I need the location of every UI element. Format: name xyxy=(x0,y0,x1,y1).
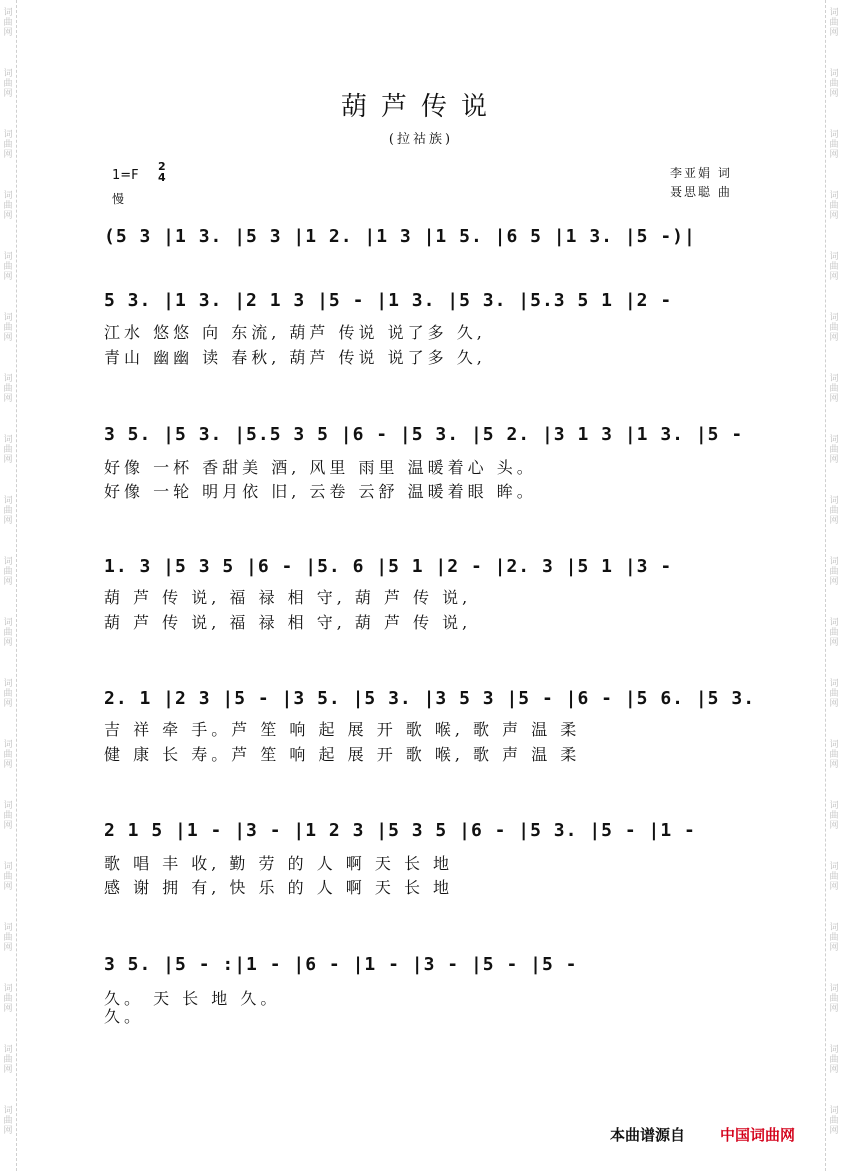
notation-line: 2 1 5 |1 - |3 - |1 2 3 |5 3 5 |6 - |5 3. |5 - |1 - xyxy=(104,820,696,841)
watermark-mark: 词 曲 网 xyxy=(3,984,13,1014)
lyric-line: 江水 悠悠 向 东流, 葫芦 传说 说了多 久, xyxy=(104,323,486,342)
lyric-line: 好像 一轮 明月依 旧, 云卷 云舒 温暖着眼 眸。 xyxy=(104,482,537,501)
notation-line: 3 5. |5 - :|1 - |6 - |1 - |3 - |5 - |5 - xyxy=(104,954,578,975)
watermark-mark: 词 曲 网 xyxy=(829,618,839,648)
lyric-line: 健 康 长 寿。芦 笙 响 起 展 开 歌 喉, 歌 声 温 柔 xyxy=(104,745,581,764)
watermark-mark: 词 曲 网 xyxy=(3,923,13,953)
notation-line: 3 5. |5 3. |5.5 3 5 |6 - |5 3. |5 2. |3 1 3 |1 3. |5 - xyxy=(104,424,744,445)
watermark-mark: 词 曲 网 xyxy=(829,252,839,282)
time-signature-bottom: 4 xyxy=(158,171,166,184)
watermark-mark: 词 曲 网 xyxy=(829,435,839,465)
watermark-mark: 词 曲 网 xyxy=(3,618,13,648)
watermark-mark: 词 曲 网 xyxy=(829,313,839,343)
watermark-mark: 词 曲 网 xyxy=(829,984,839,1014)
watermark-mark: 词 曲 网 xyxy=(3,557,13,587)
left-watermark-strip xyxy=(0,0,17,1171)
lyric-line: 葫 芦 传 说, 福 禄 相 守, 葫 芦 传 说, xyxy=(104,613,472,632)
lyric-line: 吉 祥 牵 手。芦 笙 响 起 展 开 歌 喉, 歌 声 温 柔 xyxy=(104,720,581,739)
source-label: 本曲谱源自 xyxy=(610,1126,686,1144)
watermark-mark: 词 曲 网 xyxy=(829,496,839,526)
lyric-line: 好像 一杯 香甜美 酒, 风里 雨里 温暖着心 头。 xyxy=(104,458,537,477)
watermark-mark: 词 曲 网 xyxy=(3,740,13,770)
song-title: 葫芦传说 xyxy=(340,92,501,122)
watermark-mark: 词 曲 网 xyxy=(829,191,839,221)
key-signature: 1=F xyxy=(112,168,139,183)
notation-line: 1. 3 |5 3 5 |6 - |5. 6 |5 1 |2 - |2. 3 |5 1 |3 - xyxy=(104,556,673,577)
notation-line: 2. 1 |2 3 |5 - |3 5. |5 3. |3 5 3 |5 - |6 - |5 6. |5 3. xyxy=(104,688,756,709)
lyric-line: 青山 幽幽 读 春秋, 葫芦 传说 说了多 久, xyxy=(104,348,486,367)
watermark-mark: 词 曲 网 xyxy=(829,8,839,38)
watermark-mark: 词 曲 网 xyxy=(3,496,13,526)
time-signature xyxy=(158,161,166,183)
watermark-mark: 词 曲 网 xyxy=(829,557,839,587)
watermark-mark: 词 曲 网 xyxy=(3,1106,13,1136)
watermark-mark: 词 曲 网 xyxy=(3,801,13,831)
watermark-mark: 词 曲 网 xyxy=(3,8,13,38)
watermark-mark: 词 曲 网 xyxy=(3,69,13,99)
source-site-link[interactable]: 中国词曲网 xyxy=(720,1126,796,1144)
watermark-mark: 词 曲 网 xyxy=(3,374,13,404)
watermark-mark: 词 曲 网 xyxy=(829,130,839,160)
lyricist-credit: 李亚娟 词 xyxy=(670,166,732,180)
composer-credit: 聂思聪 曲 xyxy=(670,185,732,199)
lyric-line: 葫 芦 传 说, 福 禄 相 守, 葫 芦 传 说, xyxy=(104,588,472,607)
right-watermark-strip xyxy=(825,0,842,1171)
watermark-mark: 词 曲 网 xyxy=(829,862,839,892)
lyric-line: 久。 xyxy=(104,1007,145,1026)
watermark-mark: 词 曲 网 xyxy=(829,801,839,831)
watermark-mark: 词 曲 网 xyxy=(3,435,13,465)
watermark-mark: 词 曲 网 xyxy=(829,1045,839,1075)
lyric-line: 歌 唱 丰 收, 勤 劳 的 人 啊 天 长 地 xyxy=(104,854,454,873)
song-subtitle: (拉祜族) xyxy=(388,132,454,147)
watermark-mark: 词 曲 网 xyxy=(3,191,13,221)
lyric-line: 久。 天 长 地 久。 xyxy=(104,989,281,1008)
time-signature-top: 2 xyxy=(158,160,166,173)
watermark-mark: 词 曲 网 xyxy=(3,313,13,343)
watermark-mark: 词 曲 网 xyxy=(3,252,13,282)
watermark-mark: 词 曲 网 xyxy=(3,130,13,160)
notation-line: (5 3 |1 3. |5 3 |1 2. |1 3 |1 5. |6 5 |1 3. |5 -)| xyxy=(104,226,696,247)
watermark-mark: 词 曲 网 xyxy=(829,374,839,404)
watermark-mark: 词 曲 网 xyxy=(829,679,839,709)
watermark-mark: 词 曲 网 xyxy=(829,923,839,953)
watermark-mark: 词 曲 网 xyxy=(829,1106,839,1136)
watermark-mark: 词 曲 网 xyxy=(3,862,13,892)
tempo-marking: 慢 xyxy=(112,192,125,206)
notation-line: 5 3. |1 3. |2 1 3 |5 - |1 3. |5 3. |5.3 5 1 |2 - xyxy=(104,290,673,311)
watermark-mark: 词 曲 网 xyxy=(829,740,839,770)
watermark-mark: 词 曲 网 xyxy=(829,69,839,99)
watermark-mark: 词 曲 网 xyxy=(3,679,13,709)
watermark-mark: 词 曲 网 xyxy=(3,1045,13,1075)
lyric-line: 感 谢 拥 有, 快 乐 的 人 啊 天 长 地 xyxy=(104,878,454,897)
